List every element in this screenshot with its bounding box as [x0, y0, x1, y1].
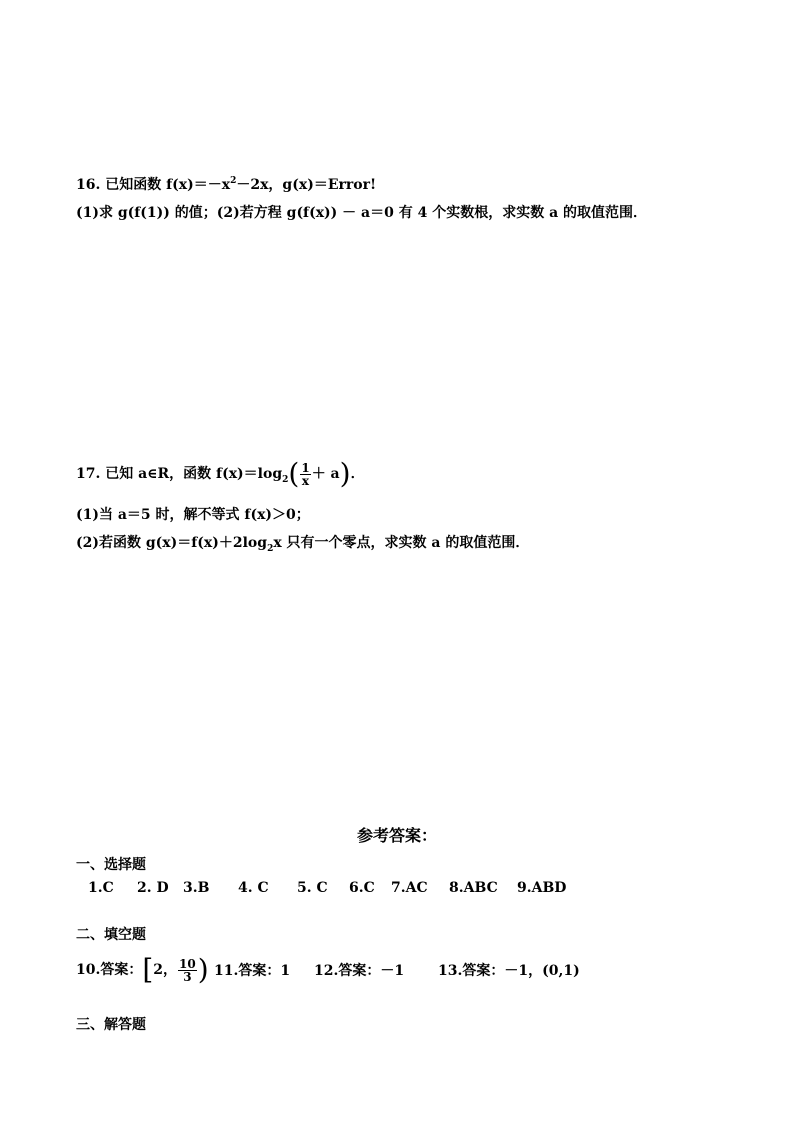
- choice-answer: 2. D: [137, 880, 169, 896]
- choice-answer: 7.AC: [391, 880, 428, 896]
- a10-right-paren: ): [197, 953, 209, 986]
- choice-answer: 6.C: [349, 880, 375, 896]
- a10-fraction: [178, 958, 197, 983]
- q17-line3: [76, 533, 529, 555]
- a10-left: 2，: [153, 962, 178, 978]
- choice-answer: 4. C: [238, 880, 269, 896]
- section3-heading: 三、解答题: [76, 1017, 146, 1033]
- q17-end: ．: [350, 466, 365, 482]
- answers-title: 参考答案：: [356, 826, 437, 845]
- q16-rest: －2x，g(x)＝Error!: [236, 177, 377, 193]
- answer-13: 13.答案：－1，(0,1): [438, 963, 580, 979]
- choice-answer: 1.C: [88, 880, 114, 896]
- answer-10: [76, 950, 209, 990]
- q17-log-base: 2: [282, 475, 289, 485]
- a10-den: 3: [183, 969, 192, 984]
- answer-11: 11.答案：1: [214, 963, 291, 979]
- q17-tail: ＋ a: [311, 466, 340, 482]
- a10-label: 10.答案：: [76, 962, 143, 978]
- q17-line3-a: (2)若函数 g(x)＝f(x)＋2log: [76, 535, 268, 551]
- q16-exponent: 2: [230, 176, 237, 186]
- q17-right-paren: ): [339, 457, 351, 490]
- choice-answer: 9.ABD: [517, 880, 567, 896]
- q17-line2: (1)当 a＝5 时，解不等式 f(x)＞0；: [76, 507, 310, 523]
- section1-heading: 一、选择题: [76, 857, 146, 873]
- q16-line2: (1)求 g(f(1)) 的值；(2)若方程 g(f(x)) － a＝0 有 4 个实数根，求实数 a 的取值范围．: [76, 205, 648, 221]
- q17-line3-b: x 只有一个零点，求实数 a 的取值范围．: [273, 535, 530, 551]
- q17-left-paren: (: [288, 457, 300, 490]
- answer-12: 12.答案：－1: [314, 963, 405, 979]
- q16-line1: [76, 175, 376, 197]
- choice-answer: 3.B: [183, 880, 210, 896]
- a10-left-bracket: [: [142, 953, 154, 986]
- q17-line3-base: 2: [267, 544, 274, 554]
- q17-fraction: [300, 462, 310, 487]
- a10-num: 10: [179, 956, 196, 971]
- section2-heading: 二、填空题: [76, 927, 146, 943]
- q17-frac-den: x: [301, 473, 310, 488]
- choice-answer: 5. C: [297, 880, 328, 896]
- q17-frac-num: 1: [301, 460, 310, 475]
- q16-label: 16. 已知函数 f(x)＝－x: [76, 177, 231, 193]
- q17-line1: [76, 454, 365, 496]
- q17-label: 17. 已知 a∈R，函数 f(x)＝log: [76, 466, 283, 482]
- choice-answer: 8.ABC: [449, 880, 498, 896]
